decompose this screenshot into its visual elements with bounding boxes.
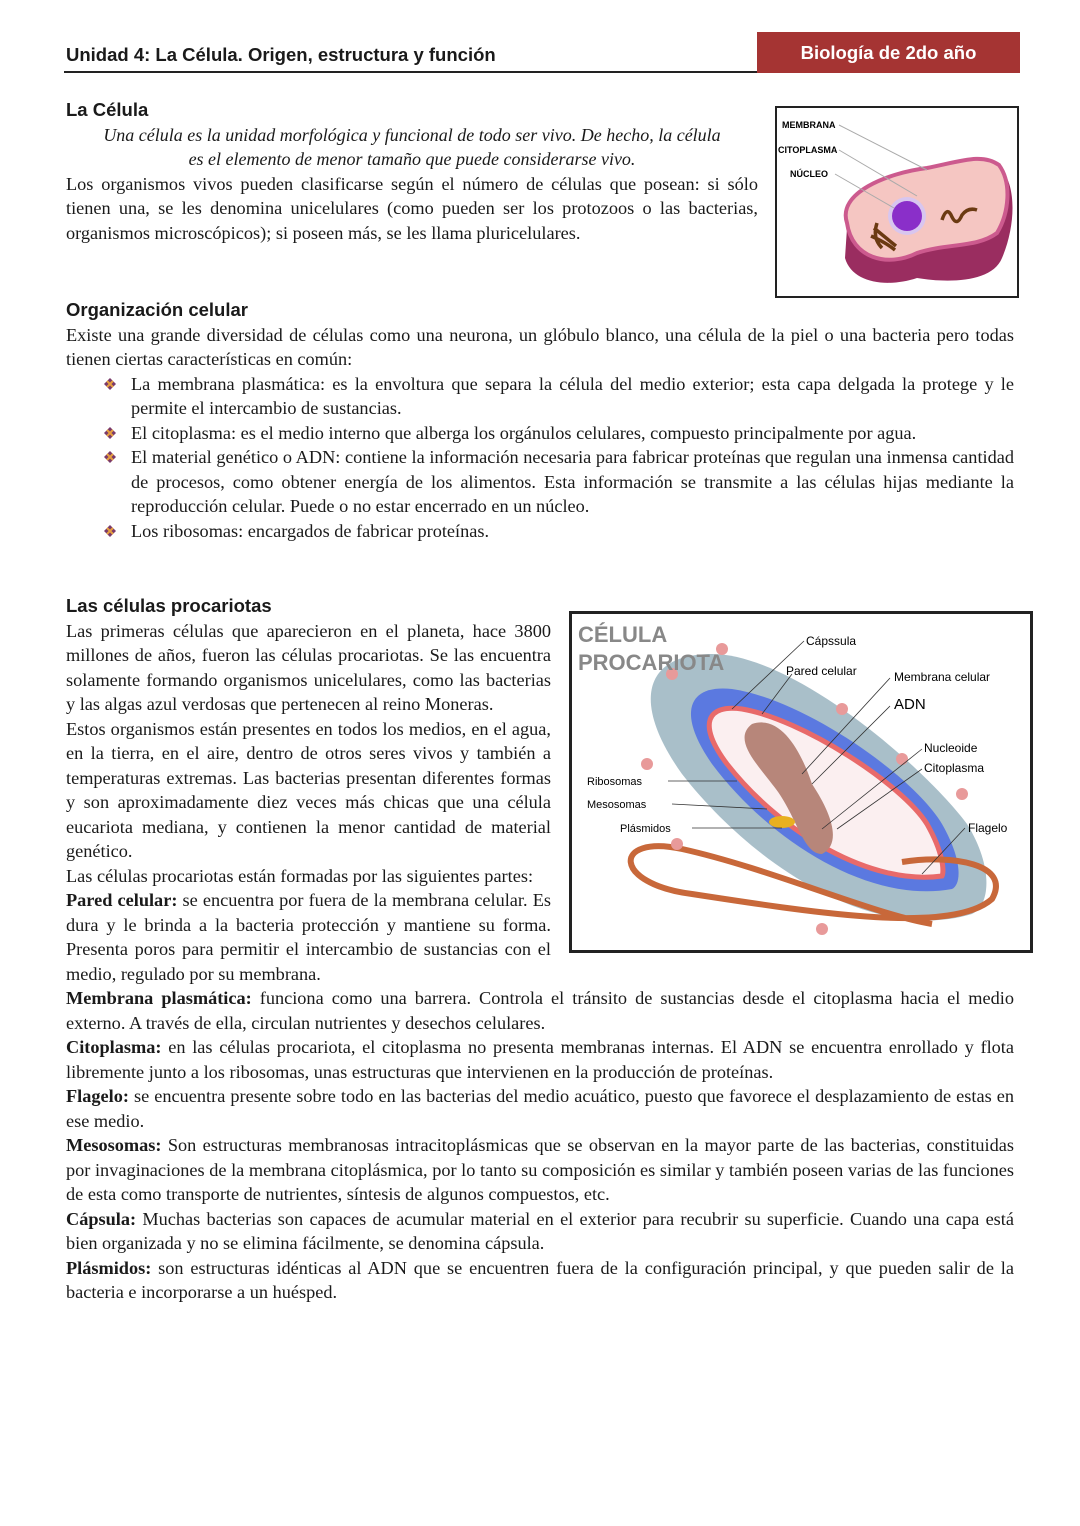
label-nucleo: NÚCLEO (790, 169, 828, 179)
term-citoplasma (66, 1035, 1014, 1084)
label-membrana: Membrana celular (894, 669, 991, 684)
heading-organizacion: Organización celular (66, 299, 248, 320)
term-label: Cápsula: (66, 1208, 137, 1229)
bullet-text: El citoplasma: es el medio interno que alberga los orgánulos celulares, compuesto principalmente por agua. (131, 422, 917, 443)
label-plasmidos: Plásmidos (620, 822, 671, 835)
paragraph-origin: Las primeras células que aparecieron en el planeta, hace 3800 millones de años, fueron las células procariotas. Se las encuentra solamente formando organismos unicelulares, como las bacterias y las algas azul verdosas que pertenecen al reino Moneras. (66, 620, 551, 714)
term-definition: funciona como una barrera. Controla el tránsito de sustancias desde el citoplasma hacia el medio externo. A través de ella, circulan nutrientes y desechos celulares. (66, 988, 1014, 1033)
term-definition: se encuentra presente sobre todo en las bacterias del medio acuático, puesto que favorece el desplazamiento de estas en ese medio. (66, 1086, 1014, 1131)
bullet-icon (102, 523, 118, 539)
label-ribosomas: Ribosomas (587, 775, 643, 788)
label-citoplasma: CITOPLASMA (778, 145, 838, 155)
paragraph-parts-intro: Las células procariotas están formadas por las siguientes partes: (66, 865, 534, 886)
paragraph-classification: Los organismos vivos pueden clasificarse según el número de células que posean: si sólo tienen una, se les denomina unicelulares (como pueden ser los protozoos o las bacterias, organismos microscópicos); si poseen más, se les llama pluricelulares. (66, 173, 758, 243)
label-mesosomas: Mesosomas (587, 798, 647, 811)
heading-procariotas: Las células procariotas (66, 595, 272, 616)
term-label: Mesosomas: (66, 1135, 162, 1155)
section-organizacion (66, 298, 1014, 543)
figure-title-1: CÉLULA (578, 621, 668, 647)
bullet-text: La membrana plasmática: es la envoltura que separa la célula del medio exterior; esta capa delgada la protege y le permite el intercambio de sustancias. (131, 373, 1014, 418)
list-item (131, 372, 1014, 421)
label-flagelo: Flagelo (968, 820, 1008, 835)
document-header-title: Unidad 4: La Célula. Origen, estructura y función (66, 44, 496, 65)
label-adn: ADN (894, 695, 926, 713)
paragraph-diversity: Existe una grande diversidad de células como una neurona, un glóbulo blanco, una célula de la piel o una bacteria pero todas tienen ciertas características en común: (66, 324, 1014, 369)
term-label: Pared celular: (66, 890, 178, 910)
subject-badge: Biología de 2do año (757, 32, 1020, 73)
section-la-celula (66, 98, 1014, 245)
bullet-text: El material genético o ADN: contiene la información necesaria para fabricar proteínas que regulan una inmensa cantidad de procesos, como obtener energía de los alimentos. Esta información se transmite a las células hijas mediante la reproducción celular. Puede o no estar encerrado en un núcleo. (131, 447, 1014, 516)
label-membrana: MEMBRANA (782, 120, 836, 130)
term-definition: en las células procariota, el citoplasma no presenta membranas internas. El ADN se encuentra enrollado y flota libremente junto a los ribosomas, unas estructuras que intervienen en la producción de proteínas. (66, 1037, 1014, 1082)
heading-la-celula: La Célula (66, 99, 149, 120)
term-label: Plásmidos: (66, 1257, 152, 1278)
prokaryotic-cell-figure (569, 611, 1033, 953)
bullet-icon (102, 449, 118, 465)
term-membrana-plasmatica (66, 986, 1014, 1035)
term-plasmidos (66, 1256, 1014, 1305)
label-nucleoide: Nucleoide (924, 740, 978, 755)
term-capsula (66, 1207, 1014, 1256)
bullet-icon (102, 425, 118, 441)
header-divider (64, 71, 758, 73)
label-pared: Pared celular (786, 663, 857, 678)
list-item (131, 445, 1014, 519)
bullet-icon (102, 376, 118, 392)
features-list (66, 372, 1014, 544)
term-definition: Son estructuras membranosas intracitoplásmicas que se observan en la mayor parte de las bacterias, constituidas por invaginaciones de la membrana citoplásmica, por lo tanto su composición es similar y también poseen varias de las funciones de esta como transporte de nutrientes, síntesis de algunos compuestos, etc. (66, 1135, 1014, 1204)
term-flagelo (66, 1084, 1014, 1133)
intro-definition: Una célula es la unidad morfológica y funcional de todo ser vivo. De hecho, la célula es el elemento de menor tamaño que puede considerarse vivo. (103, 124, 721, 169)
paragraph-habitat: Estos organismos están presentes en todos los medios, en el agua, en la tierra, en el aire, dentro de otros seres vivos y también a temperaturas extremas. Las bacterias presentan diferentes formas y son aproximadamente diez veces más chicas que una célula eucariota mediana, y contienen la menor cantidad de material genético. (66, 718, 551, 861)
term-mesosomas (66, 1133, 1014, 1207)
label-capsula: Cápssula (806, 633, 857, 648)
section-procariotas (66, 594, 1014, 1305)
term-definition: Muchas bacterias son capaces de acumular material en el exterior para recubrir su superficie. Cuando una capa está bien organizada y no se elimina fácilmente, se denomina cápsula. (66, 1208, 1014, 1253)
list-item (131, 519, 1014, 544)
term-label: Citoplasma: (66, 1037, 162, 1057)
figure-title-2: PROCARIOTA (578, 649, 725, 675)
term-definition: se encuentra por fuera de la membrana celular. Es dura y le brinda a la bacteria protección y mantiene su forma. Presenta poros para permitir el intercambio de sustancias con el medio, regulado por su membrana. (66, 890, 551, 984)
term-label: Membrana plasmática: (66, 988, 252, 1008)
label-citoplasma: Citoplasma (924, 760, 985, 775)
list-item (131, 421, 1014, 446)
term-label: Flagelo: (66, 1086, 129, 1106)
term-definition: son estructuras idénticas al ADN que se encuentren fuera de la configuración principal, y que pueden salir de la bacteria e incorporarse a un huésped. (66, 1257, 1014, 1302)
bullet-text: Los ribosomas: encargados de fabricar proteínas. (131, 520, 490, 541)
